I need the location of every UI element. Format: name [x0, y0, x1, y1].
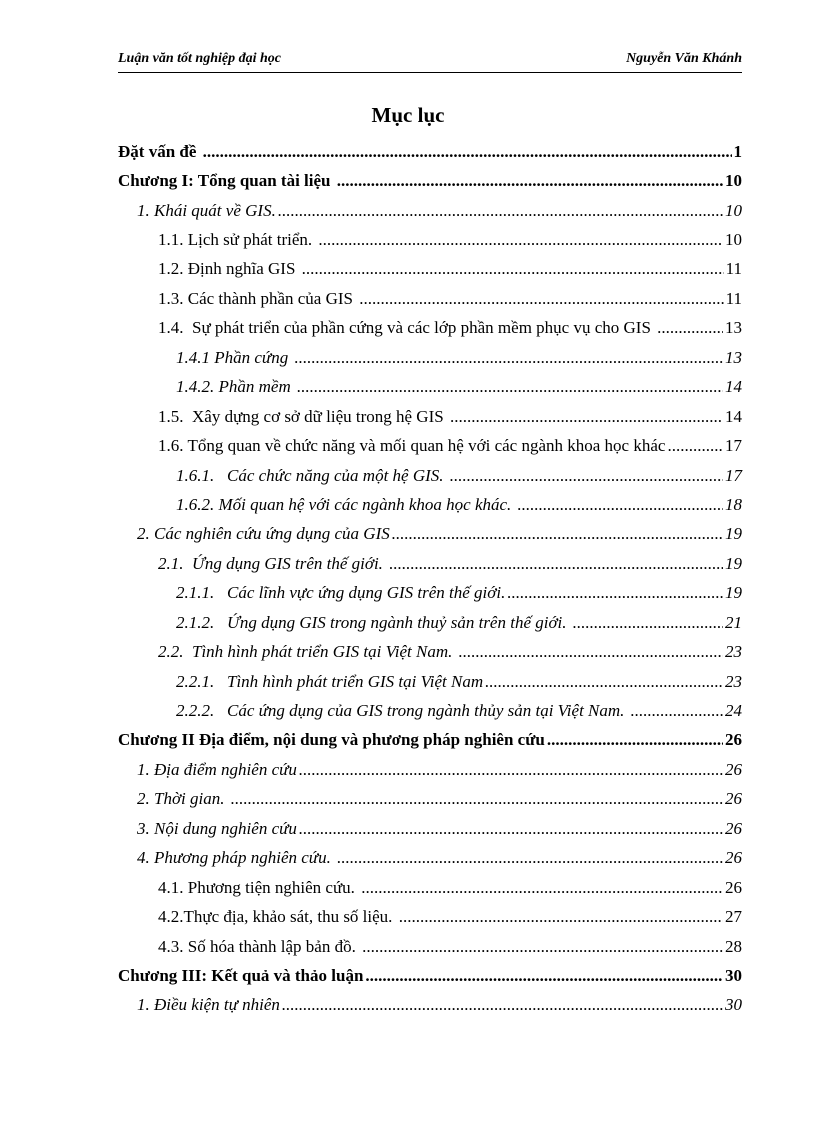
toc-dot-leader — [459, 642, 723, 662]
toc-entry-label: 3. Nội dung nghiên cứu — [137, 818, 297, 838]
toc-entry-label: 4.1. Phương tiện nghiên cứu. — [158, 877, 360, 897]
toc-entry-label: Chương III: Kết quả và thảo luận — [118, 965, 364, 985]
toc-entry[interactable] — [0, 785, 742, 814]
toc-dot-leader — [299, 760, 723, 780]
toc-entry-label: 1.5. Xây dựng cơ sở dữ liệu trong hệ GIS — [158, 406, 448, 426]
toc-entry[interactable] — [0, 667, 742, 696]
page-title: Mục lục — [371, 103, 445, 127]
toc-entry-page-number: 11 — [725, 259, 742, 279]
toc-entry-page-number: 18 — [725, 494, 742, 514]
toc-entry-label: 1. Điều kiện tự nhiên — [137, 995, 280, 1015]
toc-entry[interactable] — [0, 284, 742, 313]
toc-dot-leader — [362, 937, 723, 957]
toc-entry-label: 1.6.2. Mối quan hệ với các ngành khoa học khác. — [176, 494, 516, 514]
toc-entry[interactable] — [0, 608, 742, 637]
toc-entry-label: 2.1. Ứng dụng GIS trên thế giới. — [158, 553, 388, 573]
toc-entry-page-number: 24 — [725, 701, 742, 721]
toc-entry-page-number: 26 — [725, 848, 742, 868]
toc-dot-leader — [359, 289, 723, 309]
toc-entry-page-number: 30 — [725, 995, 742, 1015]
toc-entry-label: Chương I: Tổng quan tài liệu — [118, 171, 335, 191]
toc-entry-page-number: 26 — [725, 759, 742, 779]
toc-entry[interactable] — [0, 902, 742, 931]
toc-entry[interactable] — [0, 873, 742, 902]
toc-dot-leader — [450, 466, 723, 486]
toc-entry-label: 2.1.1. Các lĩnh vực ứng dụng GIS trên thế giới. — [176, 583, 506, 603]
toc-dot-leader — [631, 701, 723, 721]
toc-entry-page-number: 1 — [733, 141, 742, 161]
toc-entry-page-number: 14 — [725, 377, 742, 397]
toc-entry-page-number: 28 — [725, 936, 742, 956]
toc-entry-label: 4.3. Số hóa thành lập bản đồ. — [158, 936, 361, 956]
toc-entry-label: 1. Địa điểm nghiên cứu — [137, 759, 297, 779]
toc-dot-leader — [231, 789, 723, 809]
toc-entry-page-number: 23 — [725, 671, 742, 691]
toc-entry-page-number: 10 — [725, 200, 742, 220]
toc-entry-page-number: 13 — [725, 318, 742, 338]
toc-entry[interactable] — [0, 255, 742, 284]
toc-entry-label: 2.2. Tình hình phát triển GIS tại Việt Nam. — [158, 642, 457, 662]
toc-entry-page-number: 17 — [725, 465, 742, 485]
toc-entry-page-number: 26 — [725, 730, 742, 750]
toc-entry-page-number: 14 — [725, 406, 742, 426]
toc-entry-label: 1.3. Các thành phần của GIS — [158, 288, 358, 308]
toc-entry-label: 4.2.Thực địa, khảo sát, thu số liệu. — [158, 907, 397, 927]
toc-entry-label: 1.4.2. Phần mềm — [176, 377, 295, 397]
toc-entry[interactable] — [0, 579, 742, 608]
toc-entry-label: 1.1. Lịch sử phát triển. — [158, 230, 317, 250]
toc-entry[interactable] — [0, 490, 742, 519]
toc-entry[interactable] — [0, 402, 742, 431]
toc-dot-leader — [318, 230, 723, 250]
toc-entry-page-number: 19 — [725, 553, 742, 573]
toc-entry-page-number: 10 — [725, 171, 742, 191]
toc-entry-page-number: 26 — [725, 818, 742, 838]
toc-entry-page-number: 19 — [725, 524, 742, 544]
toc-entry-label: 1.4. Sự phát triển của phần cứng và các lớp phần mềm phục vụ cho GIS — [158, 318, 656, 338]
toc-entry[interactable] — [0, 549, 742, 578]
toc-dot-leader — [337, 848, 723, 868]
toc-dot-leader — [365, 966, 723, 986]
toc-entry[interactable] — [0, 520, 742, 549]
toc-dot-leader — [547, 730, 723, 750]
toc-dot-leader — [657, 318, 723, 338]
toc-entry[interactable] — [0, 137, 742, 166]
toc-entry[interactable] — [0, 932, 742, 961]
toc-entry[interactable] — [0, 696, 742, 725]
toc-entry[interactable] — [0, 373, 742, 402]
toc-entry[interactable] — [0, 814, 742, 843]
toc-entry-label: 1.6. Tổng quan về chức năng và mối quan hệ với các ngành khoa học khác — [158, 436, 666, 456]
toc-entry[interactable] — [0, 196, 742, 225]
toc-dot-leader — [392, 524, 723, 544]
toc-entry-label: 1.2. Định nghĩa GIS — [158, 259, 300, 279]
toc-dot-leader — [361, 878, 723, 898]
toc-dot-leader — [299, 819, 723, 839]
toc-entry-label: 1. Khái quát về GIS. — [137, 200, 276, 220]
toc-dot-leader — [389, 554, 723, 574]
toc-dot-leader — [203, 142, 732, 162]
toc-entry[interactable] — [0, 166, 742, 195]
toc-entry-page-number: 11 — [725, 288, 742, 308]
toc-entry-label: 4. Phương pháp nghiên cứu. — [137, 848, 336, 868]
toc-entry-label: Chương II Địa điểm, nội dung và phương pháp nghiên cứu — [118, 730, 545, 750]
toc-dot-leader — [297, 377, 723, 397]
toc-entry-label: 2.2.1. Tình hình phát triển GIS tại Việt Nam — [176, 671, 484, 691]
toc-entry[interactable] — [0, 991, 742, 1020]
toc-entry-page-number: 30 — [725, 965, 742, 985]
header-right-text: Nguyễn Văn Khánh — [626, 51, 742, 66]
toc-dot-leader — [667, 436, 723, 456]
toc-dot-leader — [518, 495, 723, 515]
toc-entry-page-number: 17 — [725, 436, 742, 456]
toc-entry-label: 2.2.2. Các ứng dụng của GIS trong ngành thủy sản tại Việt Nam. — [176, 701, 629, 721]
toc-entry-page-number: 26 — [725, 789, 742, 809]
table-of-contents — [0, 137, 816, 1020]
toc-entry[interactable] — [0, 461, 742, 490]
toc-dot-leader — [507, 583, 723, 603]
toc-entry[interactable] — [0, 225, 742, 254]
toc-dot-leader — [485, 672, 723, 692]
toc-entry-page-number: 10 — [725, 230, 742, 250]
toc-dot-leader — [294, 348, 723, 368]
toc-entry-page-number: 27 — [725, 907, 742, 927]
toc-entry[interactable] — [0, 844, 742, 873]
toc-entry-label: 1.6.1. Các chức năng của một hệ GIS. — [176, 465, 448, 485]
toc-dot-leader — [450, 407, 723, 427]
header-left-text: Luận văn tốt nghiệp đại học — [118, 51, 281, 66]
toc-entry[interactable] — [0, 961, 742, 990]
toc-dot-leader — [282, 995, 723, 1015]
toc-entry-page-number: 23 — [725, 642, 742, 662]
toc-entry[interactable] — [0, 314, 742, 343]
toc-entry[interactable] — [0, 755, 742, 784]
toc-entry-page-number: 13 — [725, 347, 742, 367]
toc-dot-leader — [573, 613, 723, 633]
toc-entry-label: 2. Thời gian. — [137, 789, 229, 809]
toc-entry-label: Đặt vấn đề — [118, 141, 201, 161]
toc-dot-leader — [399, 907, 723, 927]
toc-dot-leader — [278, 201, 723, 221]
toc-entry-label: 2. Các nghiên cứu ứng dụng của GIS — [137, 524, 390, 544]
toc-entry-label: 2.1.2. Ứng dụng GIS trong ngành thuỷ sản trên thế giới. — [176, 612, 571, 632]
page-header — [118, 46, 742, 73]
toc-dot-leader — [302, 259, 724, 279]
toc-entry-label: 1.4.1 Phần cứng — [176, 347, 293, 367]
toc-entry[interactable] — [0, 726, 742, 755]
toc-entry[interactable] — [0, 343, 742, 372]
toc-entry-page-number: 21 — [725, 612, 742, 632]
toc-entry-page-number: 19 — [725, 583, 742, 603]
toc-entry[interactable] — [0, 637, 742, 666]
toc-dot-leader — [337, 171, 723, 191]
toc-entry-page-number: 26 — [725, 877, 742, 897]
toc-entry[interactable] — [0, 431, 742, 460]
